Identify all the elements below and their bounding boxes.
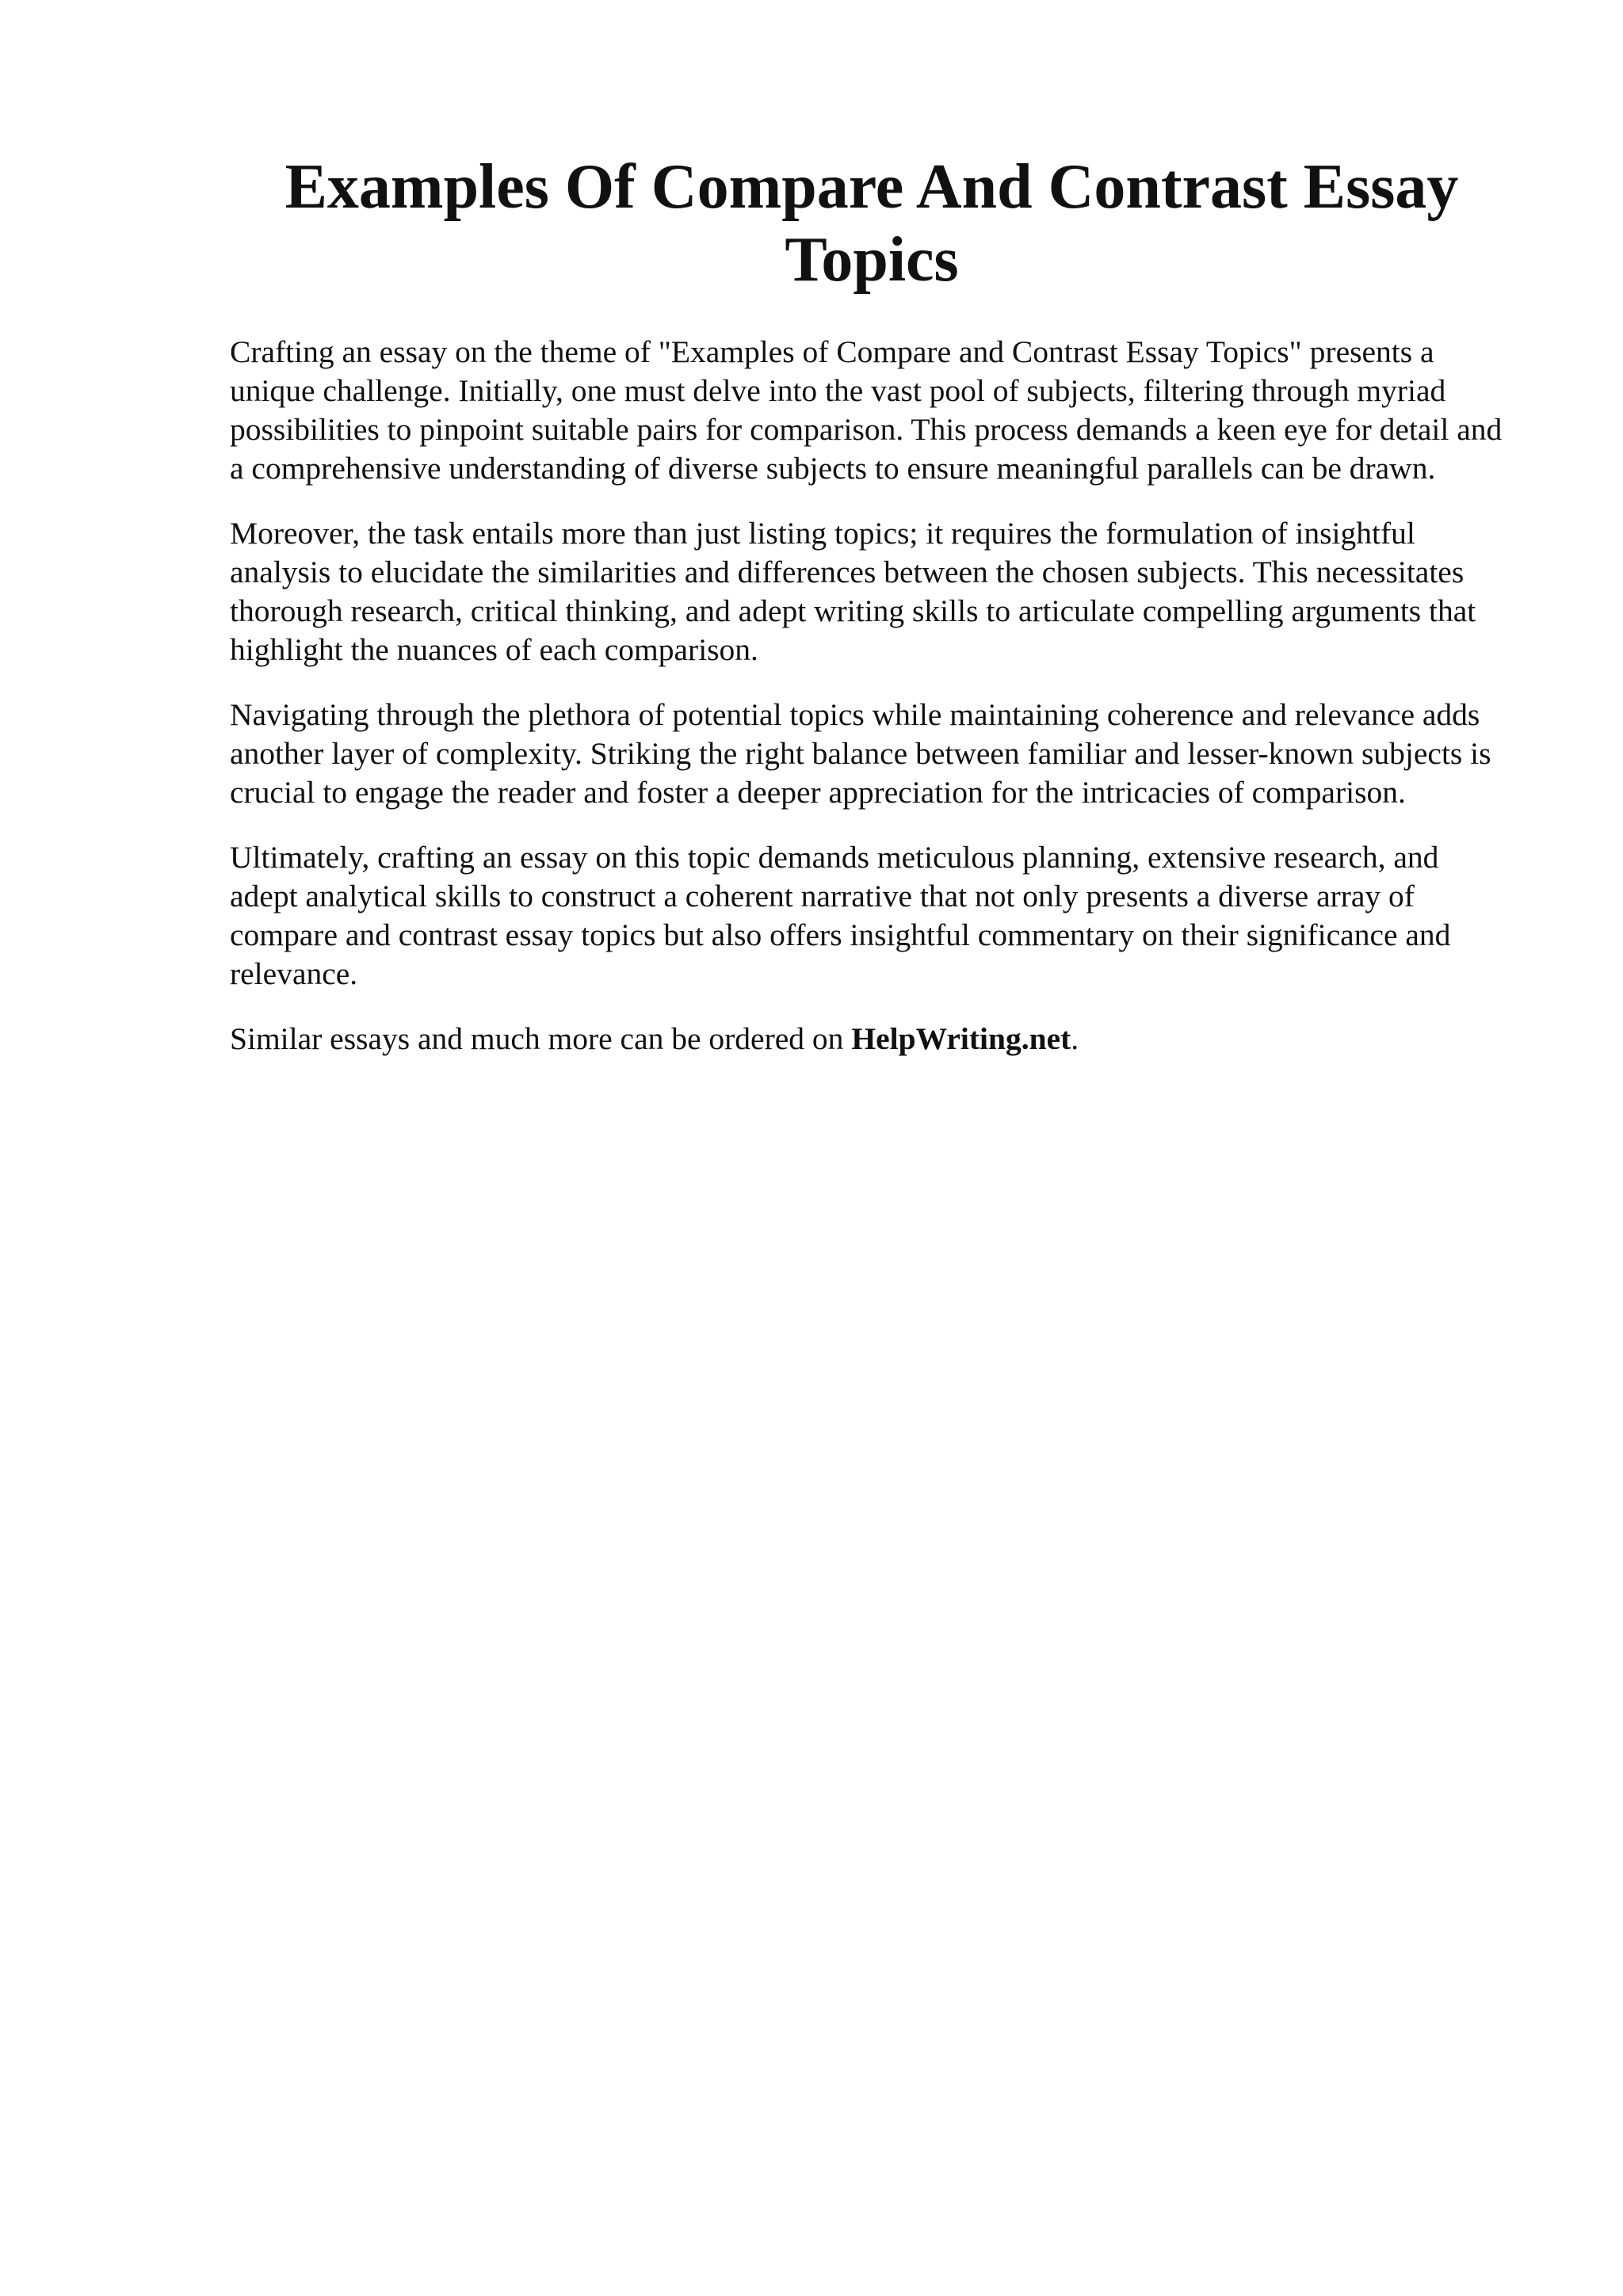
promo-text: Similar essays and much more can be ordered on xyxy=(230,1021,844,1056)
paragraph-4: Ultimately, crafting an essay on this topic demands meticulous planning, extensive research, and adept analytical skills to construct a coherent narrative that not only presents a diverse array of compare and contrast essay topics but also offers insightful commentary on their significance and relevance. xyxy=(230,840,1451,991)
paragraph-2: Moreover, the task entails more than just listing topics; it requires the formulation of insightful analysis to elucidate the similarities and differences between the chosen subjects. This necessitates thorough research, critical thinking, and adept writing skills to articulate compelling arguments that highlight the nuances of each comparison. xyxy=(230,516,1476,667)
paragraph-3: Navigating through the plethora of potential topics while maintaining coherence and relevance adds another layer of complexity. Striking the right balance between familiar and lesser-known subjects is crucial to engage the reader and foster a deeper appreciation for the intricacies of comparison. xyxy=(230,697,1491,810)
promo-suffix: . xyxy=(1071,1021,1079,1056)
paragraph-1: Crafting an essay on the theme of "Examples of Compare and Contrast Essay Topics" presents a unique challenge. Initially, one must delve into the vast pool of subjects, filtering through myriad possibilities to pinpoint suitable pairs for comparison. This process demands a keen eye for detail and a comprehensive understanding of diverse subjects to ensure meaningful parallels can be drawn. xyxy=(230,334,1503,486)
document-page xyxy=(230,151,1514,1058)
promo-line xyxy=(230,1020,1514,1058)
document-title: Examples Of Compare And Contrast Essay Topics xyxy=(285,152,1459,295)
document-body xyxy=(230,333,1514,1058)
helpwriting-link[interactable]: HelpWriting.net xyxy=(851,1021,1071,1056)
